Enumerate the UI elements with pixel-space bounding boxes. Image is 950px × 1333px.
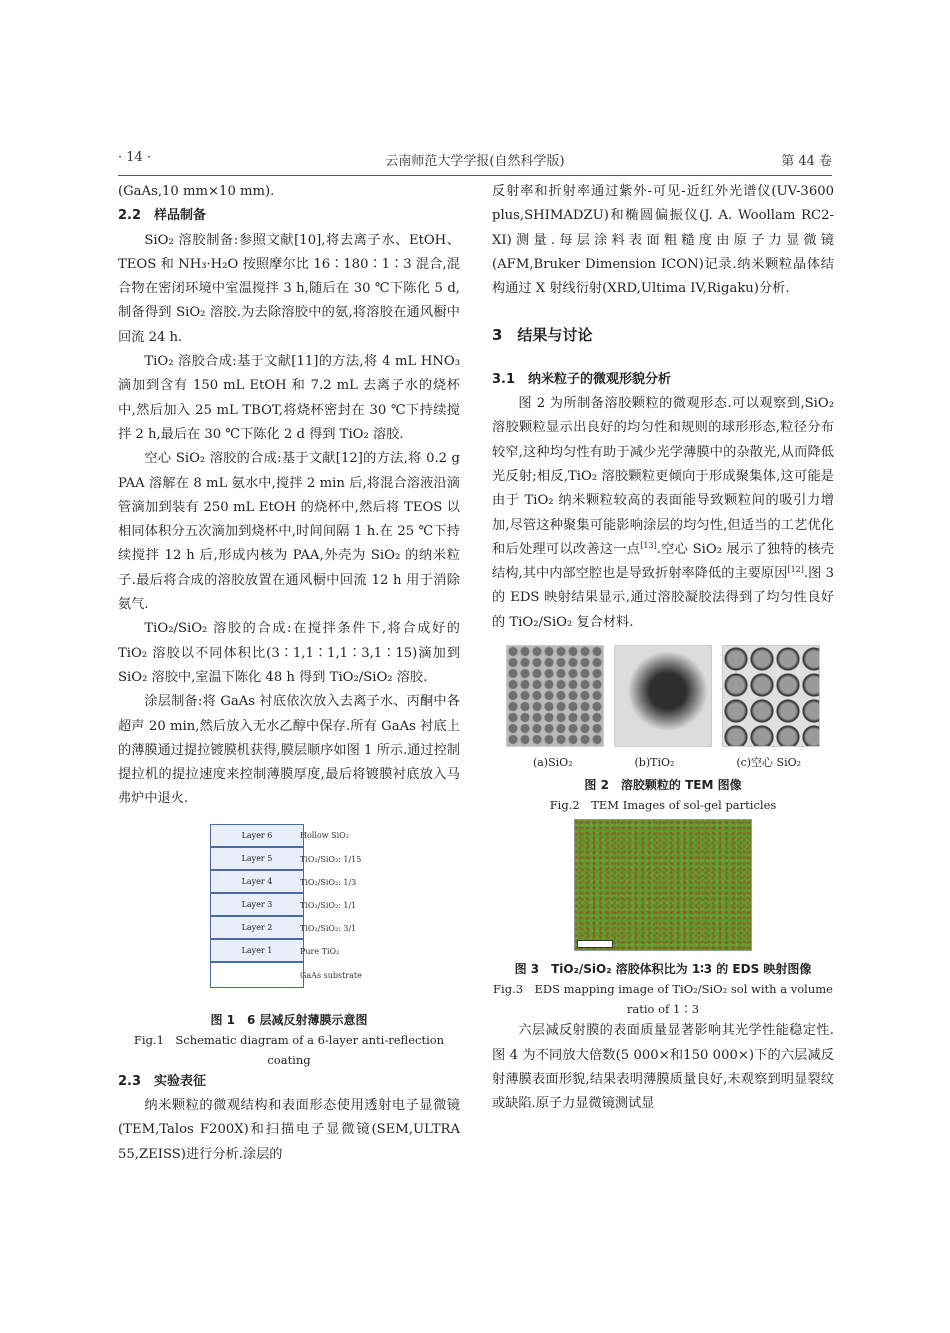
figure-2-images — [506, 645, 834, 747]
eds-mapping-image — [574, 819, 752, 951]
section-heading-2-3: 2.3 实验表征 — [118, 1073, 207, 1089]
paragraph: (GaAs,10 mm×10 mm). — [118, 184, 275, 199]
right-column — [492, 180, 834, 1117]
sublabel-c: (c)空心 SiO₂ — [736, 756, 802, 770]
layer-4: Layer 4 — [210, 870, 304, 893]
section-heading-3-1: 3.1 纳米粒子的微观形貌分析 — [492, 371, 672, 387]
figure-3-caption-cn: 图 3 TiO₂/SiO₂ 溶胶体积比为 1∶3 的 EDS 映射图像 — [514, 962, 812, 977]
layer-label: TiO₂/SiO₂: 1/15 — [300, 854, 362, 864]
layer-label: Hollow SiO₂ — [300, 830, 349, 840]
substrate-block — [210, 962, 304, 988]
text-run: .图 3 的 EDS 映射结果显示,通过溶胶凝胶法得到了均匀性良好的 TiO₂/SiO₂ 复合材料. — [492, 566, 834, 630]
layer-label: TiO₂/SiO₂: 1/1 — [300, 900, 357, 910]
layer-1: Layer 1 — [210, 939, 304, 962]
text-run: 图 2 为所制备溶胶颗粒的微观形态.可以观察到,SiO₂ 溶胶颗粒显示出良好的均匀性和规则的球形形态,粒径分布较窄,这种均匀性有助于减少光学薄膜中的杂散光,从而降低光反射;相反,TiO₂ 溶胶颗粒更倾向于形成聚集体,这可能是由于 TiO₂ 纳米颗粒较高的表面能导致颗粒间的吸引力增加,尽管这种聚集可能影响涂层的均匀性,但适当的工艺优化和后处理可以改善这一点 — [492, 396, 834, 557]
figure-1-diagram — [118, 820, 460, 1010]
paragraph: TiO₂ 溶胶合成:基于文献[11]的方法,将 4 mL HNO₃ 滴加到含有 150 mL EtOH 和 7.2 mL 去离子水的烧杯中,然后加入 25 mL TBOT,将烧杯密封在 30 ℃下持续搅拌 2 h,最后在 30 ℃下陈化 2 d 得到 TiO₂ 溶胶. — [118, 354, 460, 442]
layer-label: Pure TiO₂ — [300, 946, 340, 956]
page-number: · 14 · — [118, 150, 152, 165]
figure-2-sublabels — [502, 751, 832, 775]
sublabel-a: (a)SiO₂ — [532, 756, 573, 770]
tem-image-sio2 — [506, 645, 604, 747]
section-heading-2-2: 2.2 样品制备 — [118, 208, 207, 224]
header-rule — [118, 175, 832, 176]
figure-2-caption-en: Fig.2 TEM Images of sol-gel particles — [549, 798, 777, 813]
citation: [12] — [787, 565, 804, 575]
layer-label: TiO₂/SiO₂: 3/1 — [300, 923, 357, 933]
layer-3: Layer 3 — [210, 893, 304, 916]
paragraph: TiO₂/SiO₂ 溶胶的合成:在搅拌条件下,将合成好的 TiO₂ 溶胶以不同体积比(3∶1,1∶1,1∶3,1∶15)滴加到 SiO₂ 溶胶中,室温下陈化 48 h 得到 TiO₂/SiO₂ 溶胶. — [118, 621, 460, 685]
paragraph: 反射率和折射率通过紫外-可见-近红外光谱仪(UV-3600 plus,SHIMADZU)和椭圆偏振仪(J. A. Woollam RC2-XI)测量.每层涂料表面粗糙度由原子力显微镜(AFM,Bruker Dimension ICON)记录.纳米颗粒晶体结构通过 X 射线衍射(XRD,Ultima IV,Rigaku)分析. — [492, 184, 834, 297]
figure-1-caption-en: Fig.1 Schematic diagram of a 6-layer anti-reflection coating — [133, 1032, 445, 1067]
text-run: .空心 SiO₂ 展示了独特的核壳结构,其中内部空腔也是导致折射率降低的主要原因 — [492, 541, 835, 582]
layer-label: GaAs substrate — [300, 970, 362, 980]
paragraph — [492, 392, 834, 635]
layer-2: Layer 2 — [210, 916, 304, 939]
journal-name: 云南师范大学学报(自然科学版) — [385, 154, 565, 169]
tem-image-tio2 — [614, 645, 712, 747]
volume-number: 第 44 卷 — [781, 154, 832, 169]
running-header — [118, 150, 832, 172]
paragraph: 涂层制备:将 GaAs 衬底依次放入去离子水、丙酮中各超声 20 min,然后放入无水乙醇中保存.所有 GaAs 衬底上的薄膜通过提拉镀膜机获得,膜层顺序如图 1 所示.通过控制提拉机的提拉速度来控制薄膜厚度,最后将镀膜衬底放入马弗炉中退火. — [118, 694, 460, 807]
scale-bar — [577, 940, 613, 948]
layer-5: Layer 5 — [210, 847, 304, 870]
tem-image-hollow-sio2 — [722, 645, 820, 747]
left-column — [118, 180, 460, 1167]
layer-label: TiO₂/SiO₂: 1/3 — [300, 877, 357, 887]
figure-3-caption-en: Fig.3 EDS mapping image of TiO₂/SiO₂ sol with a volume ratio of 1∶3 — [493, 982, 833, 1017]
paragraph: 空心 SiO₂ 溶胶的合成:基于文献[12]的方法,将 0.2 g PAA 溶解在 8 mL 氨水中,搅拌 2 min 后,将混合溶液沿滴管滴加到装有 250 mL EtOH 的烧杯中,然后将 TEOS 以相同体积分五次滴加到烧杯中,时间间隔 1 h.在 25 ℃下持续搅拌 12 h 后,形成内核为 PAA,外壳为 SiO₂ 的纳米粒子.最后将合成的溶胶放置在通风橱中回流 12 h 用于消除氨气. — [118, 451, 460, 613]
sublabel-b: (b)TiO₂ — [634, 756, 675, 770]
paragraph: SiO₂ 溶胶制备:参照文献[10],将去离子水、EtOH、TEOS 和 NH₃·H₂O 按照摩尔比 16∶180∶1∶3 混合,混合物在密闭环境中室温搅拌 3 h,随后在 30 ℃下陈化 5 d,制备得到 SiO₂ 溶胶.为去除溶胶中的氨,将溶胶在通风橱中回流 24 h. — [118, 232, 460, 345]
layer-6: Layer 6 — [210, 824, 304, 847]
figure-1-caption-cn: 图 1 6 层减反射薄膜示意图 — [210, 1012, 368, 1027]
paragraph: 六层减反射膜的表面质量显著影响其光学性能稳定性.图 4 为不同放大倍数(5 000×和150 000×)下的六层减反射薄膜表面形貌,结果表明薄膜质量良好,未观察到明显裂纹或缺陷.原子力显微镜测试显 — [492, 1023, 834, 1112]
figure-2-caption-cn: 图 2 溶胶颗粒的 TEM 图像 — [584, 778, 742, 793]
citation: [13] — [640, 540, 657, 550]
paragraph: 纳米颗粒的微观结构和表面形态使用透射电子显微镜(TEM,Talos F200X)和扫描电子显微镜(SEM,ULTRA 55,ZEISS)进行分析.涂层的 — [118, 1098, 460, 1162]
section-heading-3: 3 结果与讨论 — [492, 326, 593, 345]
